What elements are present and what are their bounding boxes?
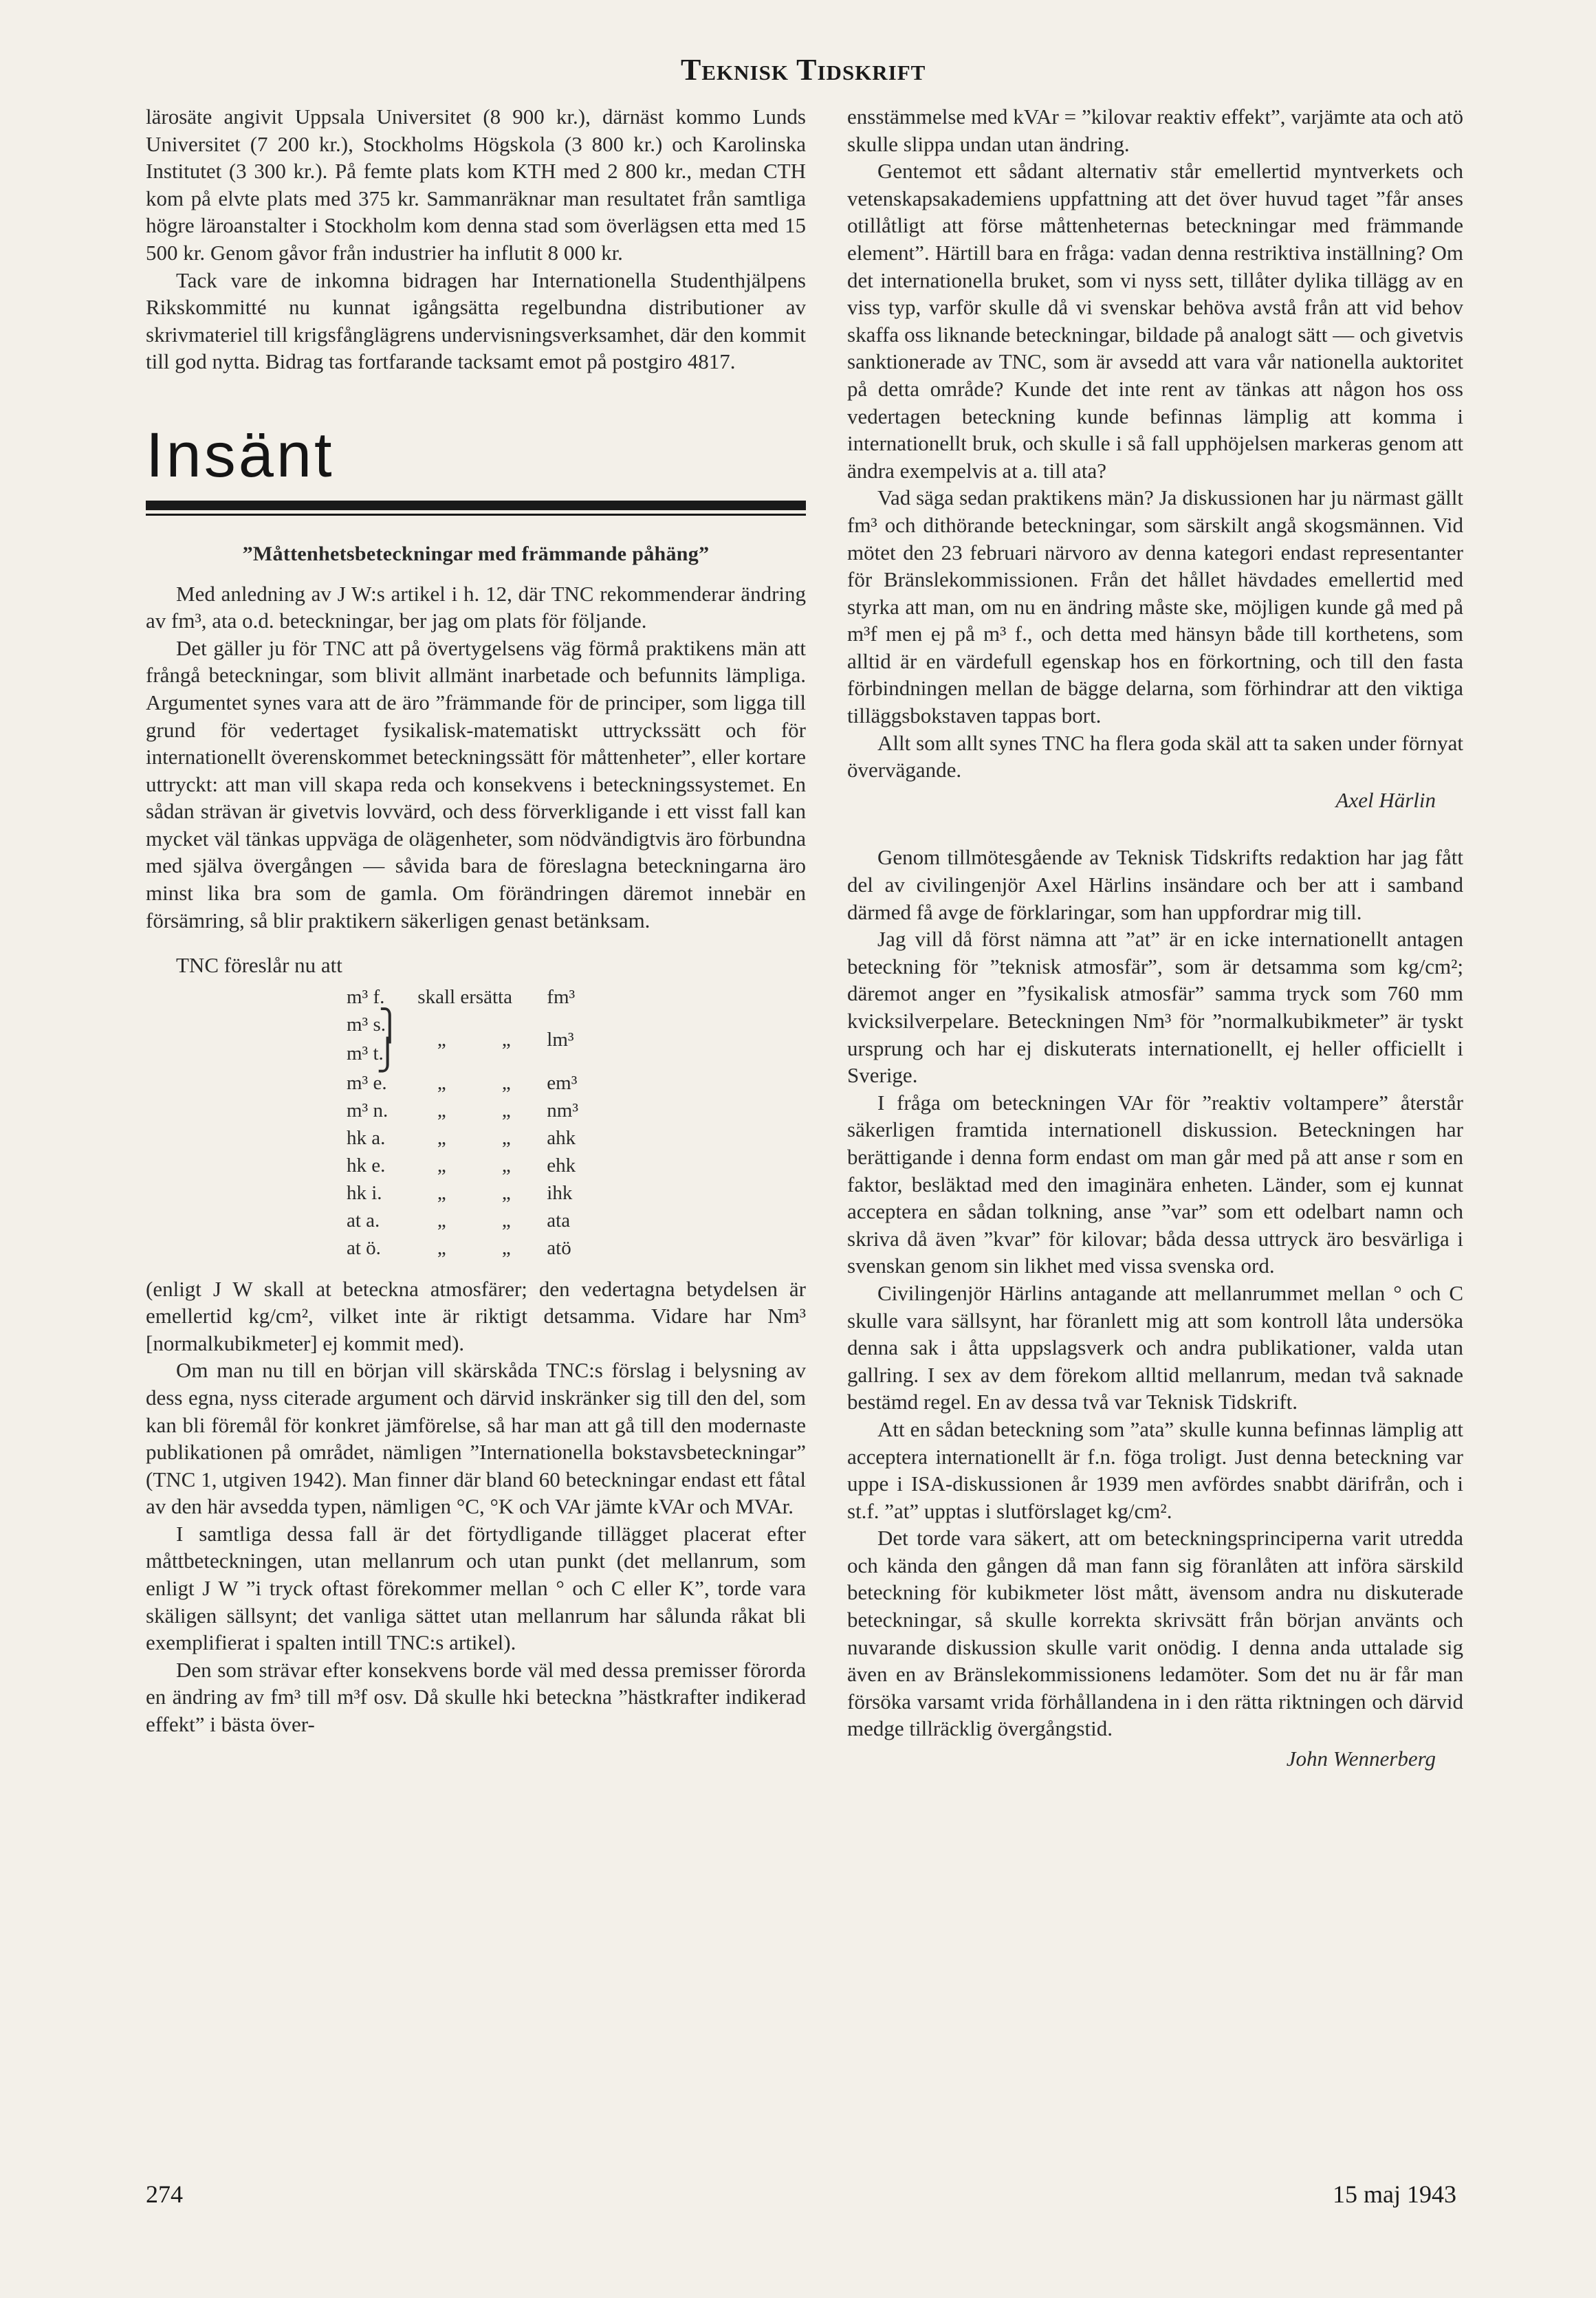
new-designation: ahk — [547, 1126, 576, 1149]
journal-header: Teknisk Tidskrift — [681, 53, 926, 87]
old-designation: hk i. — [347, 1181, 382, 1204]
section-rule — [146, 501, 806, 510]
new-designation: ehk — [547, 1154, 576, 1177]
ditto-mark: „ — [501, 1236, 511, 1259]
left-column — [146, 103, 806, 1738]
signature: Axel Härlin — [1335, 787, 1436, 812]
substitution-table — [338, 983, 587, 1262]
new-designation: fm³ — [547, 985, 576, 1008]
ditto-mark: „ — [437, 1181, 446, 1204]
list-verb: skall ersätta — [417, 985, 512, 1008]
ditto-mark: „ — [437, 1236, 446, 1259]
ditto-mark: „ — [501, 1209, 511, 1232]
new-designation: ihk — [547, 1181, 573, 1204]
body-paragraph: Vad säga sedan praktikens män? Ja diskussionen har ju närmast gällt fm³ och dithörande beteckningar, som särskilt angå skogsmännen. Vid mötet den 23 februari närvoro av denna kategori endast representanter för Bränslekommissionen. Från det hållet hävdades emellertid med styrka att man, om nu en ändring måste ske, möjligen kunde gå med på m³f men ej på m³ f., och detta med hänsyn både till korthetens, som alltid är en värdefull egenskap hos en förkortning, och till den fasta förbindningen mellan de bägge delarna, som förhindrar att den viktiga tilläggsbokstaven tappas bort. — [847, 485, 1463, 728]
new-designation: ata — [547, 1209, 571, 1232]
ditto-mark: „ — [501, 1029, 511, 1051]
ditto-mark: „ — [501, 1154, 511, 1177]
substitution-row — [338, 1234, 587, 1262]
old-designation: at a. — [347, 1209, 380, 1232]
substitution-row — [338, 983, 587, 1011]
ditto-mark: „ — [437, 1071, 446, 1094]
substitution-row — [338, 1207, 587, 1234]
old-designation: m³ n. — [347, 1099, 389, 1121]
substitution-row — [338, 1179, 587, 1207]
new-designation: em³ — [547, 1071, 578, 1094]
old-designation: hk e. — [347, 1154, 386, 1177]
new-designation: nm³ — [547, 1099, 579, 1121]
substitution-row — [338, 1097, 587, 1124]
substitution-row — [338, 1011, 587, 1040]
substitution-row — [338, 1069, 587, 1097]
body-paragraph: Allt som allt synes TNC ha flera goda skäl att ta saken under förnyat övervägande. — [847, 730, 1463, 783]
ditto-mark: „ — [501, 1099, 511, 1121]
ditto-mark: „ — [501, 1071, 511, 1094]
substitution-row — [338, 1124, 587, 1152]
page-number: 274 — [146, 2180, 183, 2208]
body-paragraph: Gentemot ett sådant alternativ står emellertid myntverkets och vetenskapsakademiens uppfattning att det över huvud taget ”får anses otillåtligt att förse måttenheternas beteckningar med främmande element”. Härtill bara en fråga: vadan denna restriktiva inställning? Om det internationella bruket, som vi nyss sett, tillåter dylika tillägg av en viss typ, varför skulle då vi svenskar behöva avstå från att vid behov skaffa oss liknande beteckningar, bildade på analogt sätt — och givetvis sanktionerade av TNC, som är avsedd att vara vår nationella auktoritet på detta område? Kunde det inte rent av tänkas att någon hos oss vedertagen beteckning kunde befinnas lämplig att komma i internationellt bruk, och skulle i så fall upphöjelsen markeras genom att ändra exempelvis at a. till ata? — [847, 159, 1463, 483]
old-designation: hk a. — [347, 1126, 386, 1149]
body-paragraph: Civilingenjör Härlins antagande att mellanrummet mellan ° och C skulle vara sällsynt, har föranlett mig att som kontroll låta undersöka denna sak i åtta uppslagsverk och andra publikationer, valda utan gallring. I sex av dem förekom alltid mellanrum, medan två saknade bestämd regel. En av dessa två var Teknisk Tidskrift. — [847, 1280, 1463, 1414]
body-paragraph: Den som strävar efter konsekvens borde väl med dessa premisser förorda en ändring av fm³ till m³f osv. Då skulle hki beteckna ”hästkrafter indikerad effekt” i bästa över- — [146, 1657, 806, 1737]
body-paragraph: ensstämmelse med kVAr = ”kilovar reaktiv effekt”, varjämte ata och atö skulle slippa undan utan ändring. — [847, 105, 1463, 156]
body-paragraph: Med anledning av J W:s artikel i h. 12, där TNC rekommenderar ändring av fm³, ata o.d. beteckningar, ber jag om plats för följande. — [146, 581, 806, 633]
ditto-mark: „ — [437, 1126, 446, 1149]
intro-paragraph: lärosäte angivit Uppsala Universitet (8 900 kr.), därnäst kommo Lunds Universitet (7 200 kr.), Stockholms Högskola (3 800 kr.) och Karolinska Institutet (3 300 kr.). På femte plats kom KTH med 2 800 kr., medan CTH kom på elvte plats med 375 kr. Sammanräknar man resultatet från samtliga högre läroanstalter i Stockholm kom denna stad som överlägsen etta med 15 500 kr. Genom gåvor från industrier ha influtit 8 000 kr. — [146, 105, 806, 265]
ditto-mark: „ — [501, 1126, 511, 1149]
old-designation: m³ s. ⎫ — [347, 1009, 402, 1043]
body-paragraph: Jag vill då först nämna att ”at” är en icke internationellt antagen beteckning för ”teknisk atmosfär”, som är detsamma som kg/cm²; däremot anger en ”fysikalisk atmosfär” samma tryck som 760 mm kvicksilverpelare. Beteckningen Nm³ för ”normalkubikmeter” är tyskt ursprung och har ej diskuterats internationellt, ej heller officiellt i Sverige. — [847, 927, 1463, 1088]
section-title: Insänt — [146, 419, 335, 490]
ditto-mark: „ — [437, 1099, 446, 1121]
old-designation: m³ t. ⎭ — [347, 1038, 400, 1072]
body-paragraph: Att en sådan beteckning som ”ata” skulle kunna befinnas lämplig att acceptera internationellt är f.n. föga troligt. Just denna beteckning var uppe i ISA-diskussionen år 1939 men avfördes snabbt därifrån, och i st.f. ”at” upptas i slutförslaget kg/cm². — [847, 1416, 1463, 1523]
body-paragraph: I fråga om beteckningen VAr för ”reaktiv voltampere” återstår säkerligen framtida internationell diskussion. Beteckningen har berättigande i denna form endast om man går med på att anse r som en faktor, besläktad med den imaginära enheten. Länder, som ej kunnat acceptera en sådan tolkning, anse ”var” som ett odelbart namn och skriva då även ”kvar” för kilovar; båda dessa uttryck äro besvärliga i svenskan genom sin likhet med vissa svenska ord. — [847, 1090, 1463, 1278]
body-paragraph: Det gäller ju för TNC att på övertygelsens väg förmå praktikens män att frångå beteckningar, som blivit allmänt inarbetade och befunnits lämpliga. Argumentet synes vara att de äro ”främmande för de principer, som ligga till grund för vedertaget fysikalisk-matematiskt uttryckssätt och för internationellt överenskommet beteckningssätt för måttenheter”, eller kortare uttryckt: att man vill skapa reda och konsekvens i beteckningssystemet. En sådan strävan är givetvis lovvärd, och dess förverkligande i ett visst fall kan mycket väl tänkas uppväga de olägenheter, som nödvändigtvis äro förbundna med själva övergången — såvida bara de föreslagna beteckningarna äro minst lika bra som de gamla. Om förändringen däremot innebär en försämring, så blir praktikern säkerligen genast betänksam. — [146, 635, 806, 932]
issue-date: 15 maj 1943 — [1333, 2180, 1456, 2208]
body-paragraph: I samtliga dessa fall är det förtydligande tillägget placerat efter måttbeteckningen, utan mellanrum och utan punkt (det mellanrum, som enligt J W ”i tryck oftast förekommer mellan ° och C eller K”, torde vara skäligen sällsynt; det vanliga sättet utan mellanrum har sålunda råkat bli exemplifierat i spalten intill TNC:s artikel). — [146, 1521, 806, 1655]
letter-title: ”Måttenhetsbeteckningar med främmande påhäng” — [242, 542, 710, 565]
substitution-row — [338, 1152, 587, 1179]
ditto-mark: „ — [437, 1154, 446, 1177]
body-paragraph: Det torde vara säkert, att om beteckningsprinciperna varit utredda och kända den gången då man fann sig föranlåten att införa särskild beteckning för kubikmeter löst mått, ävensom andra nu diskuterade beteckningar, så skulle korrekta skrivsätt från början använts och nuvarande diskussion skulle varit onödig. I denna anda uttalade sig även en av Bränslekommissionens ledamöter. Som det nu är får man försöka varsamt vrida förhållandena in i den rätta riktningen och därvid medge tillräcklig övergångstid. — [847, 1526, 1463, 1741]
new-designation: atö — [547, 1236, 571, 1259]
old-designation: m³ e. — [347, 1071, 387, 1094]
intro-paragraph: Tack vare de inkomna bidragen har Internationella Studenthjälpens Rikskommitté nu kunnat igångsätta regelbundna distributioner av skrivmateriel till krigsfånglägrens undervisningsverksamhet, där den kommit till god nytta. Bidrag tas fortfarande tacksamt emot på postgiro 4817. — [146, 267, 806, 374]
letter-gap — [847, 813, 1463, 844]
right-column — [847, 103, 1463, 1773]
body-paragraph: (enligt J W skall at beteckna atmosfärer; den vedertagna betydelsen är emellertid kg/cm², vilket inte är riktigt detsamma. Vidare har Nm³ [normalkubikmeter] ej kommit med). — [146, 1276, 806, 1355]
new-designation: lm³ — [547, 1029, 574, 1051]
body-paragraph: Om man nu till en början vill skärskåda TNC:s förslag i belysning av dess egna, nyss citerade argument och därvid inskränker sig till den del, som kan bli föremål för konkret jämförelse, så har man att gå till den modernaste publikationen på området, nämligen ”Internationella bokstavsbeteckningar” (TNC 1, utgiven 1942). Man finner där bland 60 beteckningar endast ett fåtal av den här avsedda typen, nämligen °C, °K och VAr jämte kVAr och MVAr. — [146, 1358, 806, 1519]
ditto-mark: „ — [437, 1029, 446, 1051]
ditto-mark: „ — [501, 1181, 511, 1204]
signature: John Wennerberg — [1286, 1747, 1436, 1771]
old-designation: at ö. — [347, 1236, 381, 1259]
old-designation: m³ f. — [347, 985, 385, 1008]
ditto-mark: „ — [437, 1209, 446, 1232]
list-intro: TNC föreslår nu att — [176, 953, 342, 978]
body-paragraph: Genom tillmötesgående av Teknisk Tidskrifts redaktion har jag fått del av civilingenjör Axel Härlins insändare och ber att i samband därmed få avge de förklaringar, som han uppfordrar mig till. — [847, 845, 1463, 924]
section-rule-thin — [146, 514, 806, 516]
